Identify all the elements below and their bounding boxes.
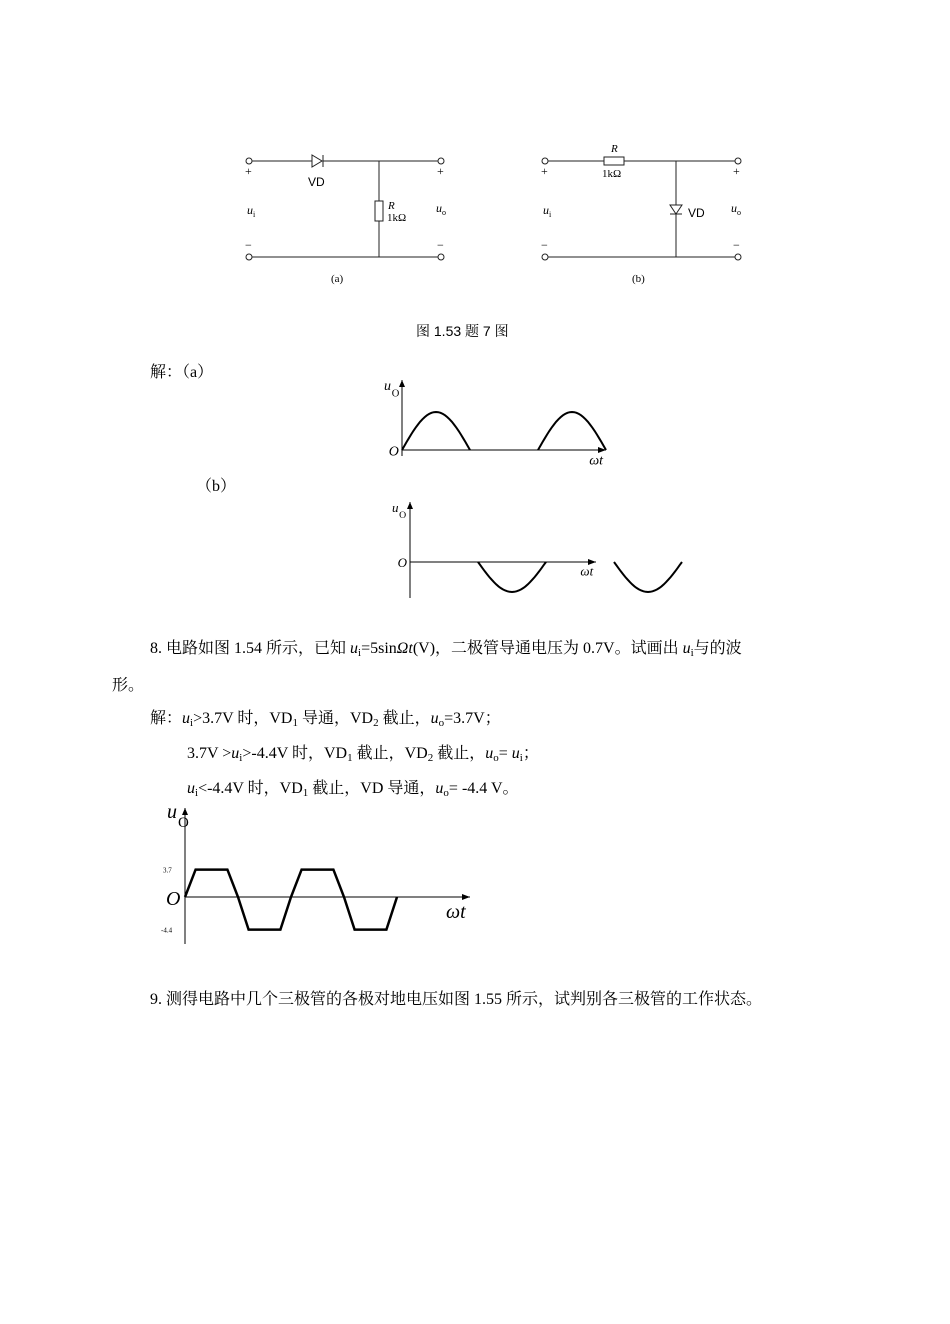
circuit-a-diode-label: VD <box>308 175 325 189</box>
circuit-a-output-label: $u_o$ <box>436 201 446 217</box>
y-axis-label: u <box>392 500 399 515</box>
origin-label: O <box>397 555 408 571</box>
y-axis-arrow <box>399 380 405 387</box>
circuit-b-output-minus: − <box>733 238 740 252</box>
figure-caption: 图 1.53 题 7 图 <box>416 323 509 339</box>
y-axis-label: u <box>167 801 177 823</box>
circuit-a-output-minus: − <box>437 238 444 252</box>
tick-top-label: 3.7 <box>163 866 172 875</box>
x-axis-label: ωt <box>589 453 603 469</box>
problem8-solution-line2: $3.7V >u_i>-4.4V$ 时，$VD_1$ 截止，$VD_2$ 截止，$u_o= u_i$； <box>187 745 539 764</box>
y-axis-arrow <box>182 808 188 815</box>
solution7-a-label: 解：（a） <box>150 364 214 381</box>
problem8-line2: 形。 <box>112 677 145 694</box>
y-axis-label-sub: O <box>399 509 407 521</box>
circuit-a-resistor-value: 1kΩ <box>387 212 407 224</box>
y-axis-arrow <box>407 502 413 509</box>
circuit-a-label: (a) <box>331 273 344 285</box>
y-axis-label-sub: O <box>178 815 189 831</box>
circuit-b-input-plus: + <box>541 164 548 178</box>
circuit-b-output-label: $u_o$ <box>731 201 741 217</box>
circuit-b-diode-label: VD <box>688 206 705 220</box>
waveform-b-chart <box>380 490 620 600</box>
circuit-a-input-plus: + <box>245 164 252 178</box>
circuit-a-output-plus: + <box>437 164 444 178</box>
circuit-a-input-minus: − <box>245 238 252 252</box>
waveform-clipped <box>185 870 397 930</box>
circuit-b-label: (b) <box>632 273 645 285</box>
x-axis-arrow <box>462 894 470 900</box>
circuit-b-resistor-name: R <box>611 143 618 155</box>
waveform-lobe <box>538 412 606 450</box>
circuit-a-resistor-name: R <box>388 200 395 212</box>
problem9-text: 9. 测得电路中几个三极管的各极对地电压如图 1.55 所示，试判别各三极管的工作状态。 <box>150 991 763 1008</box>
circuit-b-input-minus: − <box>541 238 548 252</box>
circuit-b-input-label: $u_i$ <box>543 203 552 219</box>
tick-bottom-label: -4.4 <box>161 926 173 935</box>
origin-label: O <box>166 888 181 910</box>
waveform-8-chart <box>150 796 490 946</box>
solution7-b-label: （b） <box>196 478 237 495</box>
origin-label: O <box>388 444 399 460</box>
problem8-solution-line1: 解：$u_i>3.7V$ 时，$VD_1$ 导通，$VD_2$ 截止，$u_o=3.7V$； <box>150 710 501 729</box>
circuit-a-input-label: $u_i$ <box>247 203 256 219</box>
circuit-b-output-plus: + <box>733 164 740 178</box>
problem8-line1: 8. 电路如图 1.54 所示，已知 $u_i=5\sin\Omega t(V)$，二极管导通电压为 0.7V。试画出 $u_i$与的波 <box>150 640 742 659</box>
y-axis-label: u <box>384 379 391 394</box>
waveform-lobe <box>478 562 546 592</box>
waveform-a-chart <box>380 378 620 478</box>
circuit-b-resistor-value: 1kΩ <box>602 168 622 180</box>
x-axis-label: ωt <box>446 901 466 923</box>
problem8-solution-line3: $u_i<-4.4V$ 时，$VD_1$ 截止，VD 导通，$u_o= -4.4$ V。 <box>187 780 519 799</box>
y-axis-label-sub: O <box>391 388 400 400</box>
waveform-lobe <box>402 412 470 450</box>
x-axis-label: ωt <box>580 563 594 579</box>
